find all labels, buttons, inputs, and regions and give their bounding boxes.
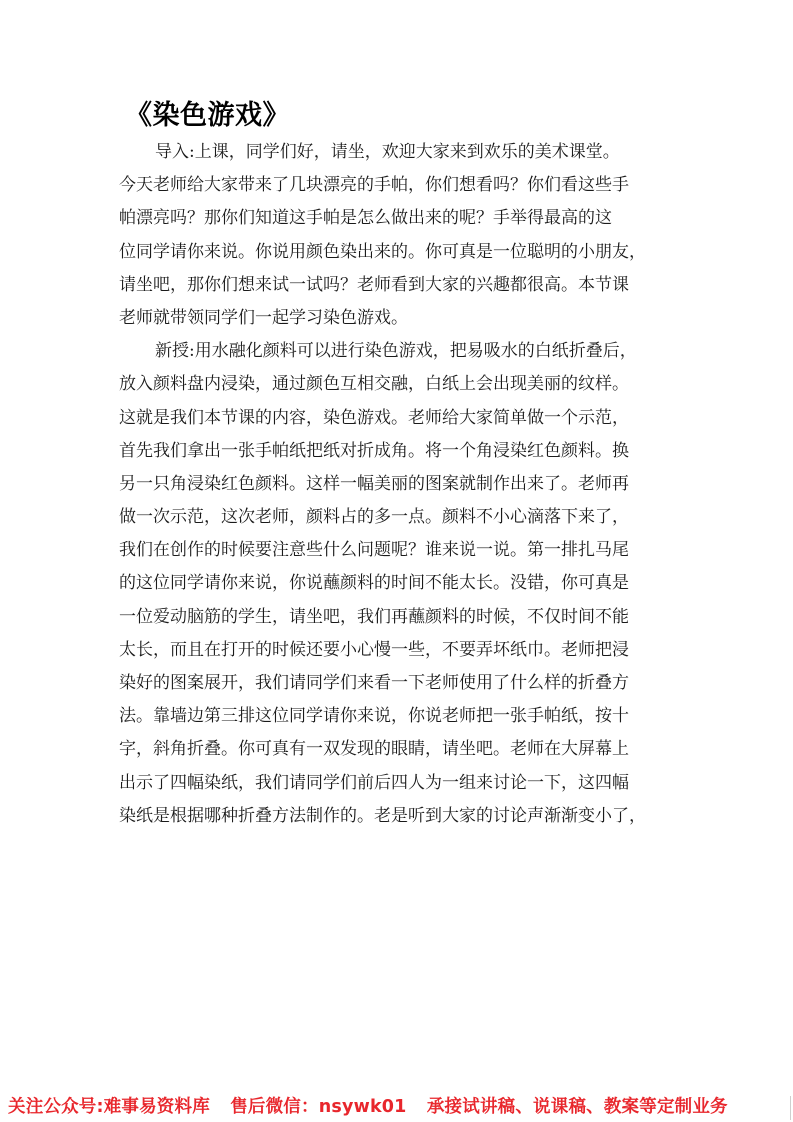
footer-services-text: 承接试讲稿、说课稿、教案等定制业务	[426, 1097, 728, 1117]
text-line: 出示了四幅染纸，我们请同学们前后四人为一组来讨论一下，这四幅	[119, 772, 629, 793]
text-line: 一位爱动脑筋的学生，请坐吧，我们再蘸颜料的时候，不仅时间不能	[119, 606, 629, 627]
text-line: 法。靠墙边第三排这位同学请你来说，你说老师把一张手帕纸，按十	[119, 706, 629, 727]
text-line: 的这位同学请你来说，你说蘸颜料的时间不能太长。没错，你可真是	[119, 573, 629, 594]
paragraph-new-teaching	[119, 335, 679, 833]
footer-wechat-text: 售后微信：nsywk01	[230, 1097, 407, 1117]
text-line: 这就是我们本节课的内容，染色游戏。老师给大家简单做一个示范，	[119, 407, 629, 428]
text-line: 请坐吧，那你们想来试一试吗？老师看到大家的兴趣都很高。本节课	[119, 274, 629, 295]
page-edge-divider	[790, 1096, 791, 1120]
text-line: 另一只角浸染红色颜料。这样一幅美丽的图案就制作出来了。老师再	[119, 473, 629, 494]
document-title: 《染色游戏》	[125, 100, 290, 131]
text-line: 染好的图案展开，我们请同学们来看一下老师使用了什么样的折叠方	[119, 673, 629, 693]
text-line: 老师就带领同学们一起学习染色游戏。	[119, 307, 408, 328]
paragraph-intro	[119, 136, 679, 335]
text-line: 位同学请你来说。你说用颜色染出来的。你可真是一位聪明的小朋友，	[119, 241, 646, 262]
text-line: 首先我们拿出一张手帕纸把纸对折成角。将一个角浸染红色颜料。换	[119, 440, 629, 461]
text-line: 帕漂亮吗？那你们知道这手帕是怎么做出来的呢？手举得最高的这	[119, 208, 612, 229]
text-line: 染纸是根据哪种折叠方法制作的。老是听到大家的讨论声渐渐变小了，	[119, 805, 646, 826]
document-page	[119, 96, 679, 833]
text-line: 放入颜料盘内浸染，通过颜色互相交融，白纸上会出现美丽的纹样。	[119, 374, 629, 395]
text-line: 今天老师给大家带来了几块漂亮的手帕，你们想看吗？你们看这些手	[119, 175, 629, 196]
text-line: 做一次示范，这次老师，颜料占的多一点。颜料不小心滴落下来了，	[119, 507, 629, 528]
text-line: 太长，而且在打开的时候还要小心慢一些，不要弄坏纸巾。老师把浸	[119, 639, 629, 660]
text-line: 字，斜角折叠。你可真有一双发现的眼睛，请坐吧。老师在大屏幕上	[119, 739, 629, 760]
text-line: 新授:用水融化颜料可以进行染色游戏，把易吸水的白纸折叠后，	[155, 341, 637, 362]
footer-promo-banner	[8, 1094, 789, 1120]
text-line: 我们在创作的时候要注意些什么问题呢？谁来说一说。第一排扎马尾	[119, 540, 629, 561]
text-line: 导入:上课，同学们好，请坐，欢迎大家来到欢乐的美术课堂。	[155, 142, 620, 162]
footer-follow-text: 关注公众号:难事易资料库	[8, 1097, 210, 1117]
